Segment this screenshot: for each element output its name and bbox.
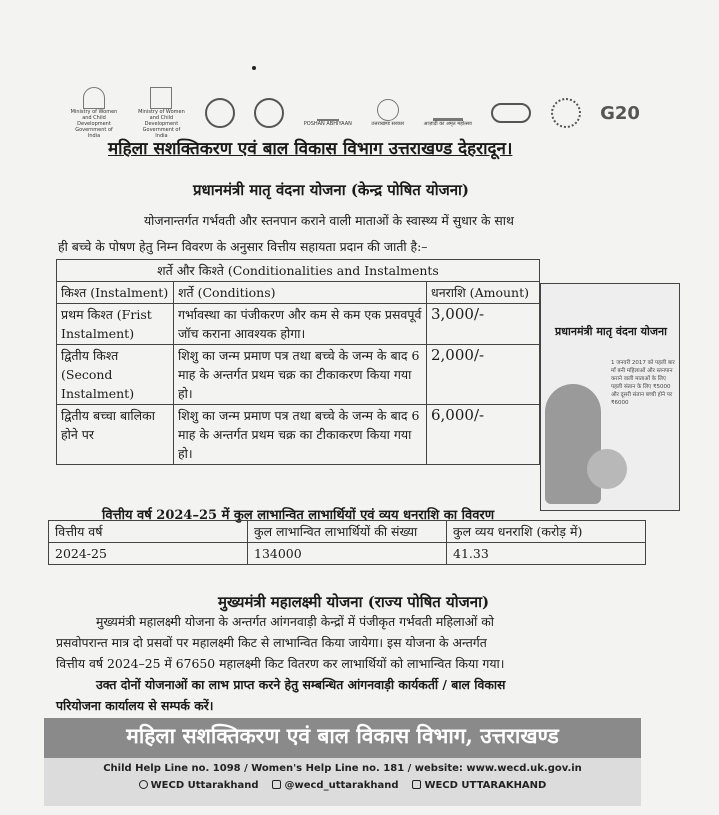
logo-strip (70, 92, 640, 139)
instalment-cell: द्वितीय बच्चा बालिका होने पर (57, 405, 174, 465)
fy-summary-table (48, 520, 646, 565)
intro-line: योजनान्तर्गत गर्भवती और स्तनपान कराने वाली माताओं के स्वास्थ्य में सुधार के साथ (144, 213, 514, 228)
banner-title: महिला सशक्तिकरण एवं बाल विकास विभाग, उत्तराखण्ड (126, 723, 559, 748)
condition-cell: शिशु का जन्म प्रमाण पत्र तथा बच्चे के जन्म के बाद 6 माह के अन्तर्गत प्रथम चक्र का टीकाकरण किया गया हो। (174, 405, 427, 465)
beneficiaries-cell: 134000 (248, 543, 447, 565)
social-row (44, 780, 641, 791)
intro-line: ही बच्चे के पोषण हेतु निम्न विवरण के अनुसार वित्तीय सहायता प्रदान की जाती है:– (58, 239, 428, 254)
instalment-cell: प्रथम किश्त (Frist Instalment) (57, 304, 174, 345)
scheme-poster (540, 283, 680, 511)
expenditure-cell: 41.33 (447, 543, 646, 565)
amount-cell: 2,000/- (427, 345, 540, 405)
scheme2-line: मुख्यमंत्री महालक्ष्मी योजना के अन्तर्गत आंगनवाड़ी केन्द्रों में पंजीकृत गर्भवती महिलाओं को (96, 614, 494, 629)
helpline-text: Child Help Line no. 1098 / Women's Help Line no. 181 / website: www.wecd.uk.gov.in (103, 763, 582, 774)
g20-sunflower-icon (551, 98, 581, 128)
facebook-handle: WECD Uttarakhand (150, 780, 259, 791)
contact-line: उक्त दोनों योजनाओं का लाभ प्राप्त करने हेतु सम्बन्धित आंगनवाड़ी कार्यकर्ती / बाल विकास (96, 677, 506, 692)
department-title: महिला सशक्तिकरण एवं बाल विकास विभाग उत्तराखण्ड देहरादून। (108, 139, 513, 159)
table-row (49, 521, 646, 543)
footer-banner (44, 718, 641, 806)
instalment-cell: द्वितीय किश्त (Second Instalment) (57, 345, 174, 405)
table-row (49, 543, 646, 565)
column-header: किश्त (Instalment) (57, 282, 174, 304)
scheme2-line: प्रसवोपरान्त मात्र दो प्रसवों पर महालक्ष्मी किट से लाभान्वित किया जायेगा। इस योजना के अन्तर्गत (56, 635, 487, 650)
uttarakhand-govt-icon: उत्तराखण्ड सरकार (371, 99, 404, 127)
table-row (57, 405, 540, 465)
scheme1-title: प्रधानमंत्री मातृ वंदना योजना (केन्द्र पोषित योजना) (193, 181, 470, 199)
column-header: वित्तीय वर्ष (49, 521, 248, 543)
amount-cell: 6,000/- (427, 405, 540, 465)
seal-one-icon (205, 98, 235, 128)
year-cell: 2024-25 (49, 543, 248, 565)
scheme2-title: मुख्यमंत्री महालक्ष्मी योजना (राज्य पोषित योजना) (218, 593, 490, 611)
scheme2-line: वित्तीय वर्ष 2024–25 में 67650 महालक्ष्मी किट वितरण कर लाभार्थियों को लाभान्वित किया गया। (56, 656, 505, 671)
table-header: शर्ते और किश्ते (Conditionalities and Instalments (57, 260, 540, 282)
g20-icon: G20 (600, 102, 640, 124)
amount-cell: 3,000/- (427, 304, 540, 345)
condition-cell: शिशु का जन्म प्रमाण पत्र तथा बच्चे के जन्म के बाद 6 माह के अन्तर्गत प्रथम चक्र का टीकाकरण किया गया हो। (174, 345, 427, 405)
poster-text: 1 जनवरी 2017 को पहली बार माँ बनी महिलाओं और स्तनपान कराने वाली माताओं के लिए पहली संतान के लिए ₹5000 और दूसरी संतान बच्ची होने पर ₹6000 (611, 360, 675, 406)
contact-strip (44, 758, 641, 806)
ministry-emblem-icon: Ministry of Women and Child Development Government of India (137, 87, 185, 139)
instagram-icon (272, 780, 281, 789)
seal-two-icon (254, 98, 284, 128)
column-header: कुल लाभान्वित लाभार्थियों की संख्या (248, 521, 447, 543)
table-row (57, 304, 540, 345)
mother-image (545, 384, 601, 504)
column-header: धनराशि (Amount) (427, 282, 540, 304)
speck (252, 66, 256, 70)
instalments-table (56, 259, 540, 465)
baby-image (587, 449, 627, 489)
poshan-abhiyaan-icon: POSHAN ABHIYAAN (304, 99, 352, 127)
facebook-icon (139, 780, 148, 789)
swachh-bharat-icon (491, 103, 531, 123)
table-row (57, 282, 540, 304)
table-row (57, 345, 540, 405)
azadi-amrit-mahotsav-icon: आज़ादी का अमृत महोत्सव (424, 99, 472, 127)
ministry-women-child-emblem-icon: Ministry of Women and Child Development Government of India (70, 87, 118, 139)
youtube-handle: WECD UTTARAKHAND (424, 780, 547, 791)
column-header: कुल व्यय धनराशि (करोड़ में) (447, 521, 646, 543)
youtube-icon (412, 780, 421, 789)
contact-line: परियोजना कार्यालय से सम्पर्क करें। (56, 698, 214, 713)
condition-cell: गर्भावस्था का पंजीकरण और कम से कम एक प्रसवपूर्व जॉच कराना आवश्यक होगा। (174, 304, 427, 345)
poster-title: प्रधानमंत्री मातृ वंदना योजना (555, 325, 667, 338)
column-header: शर्ते (Conditions) (174, 282, 427, 304)
fy-summary-title: वित्तीय वर्ष 2024–25 में कुल लाभान्वित लाभार्थियों एवं व्यय धनराशि का विवरण (102, 508, 495, 523)
instagram-handle: @wecd_uttarakhand (284, 780, 399, 791)
